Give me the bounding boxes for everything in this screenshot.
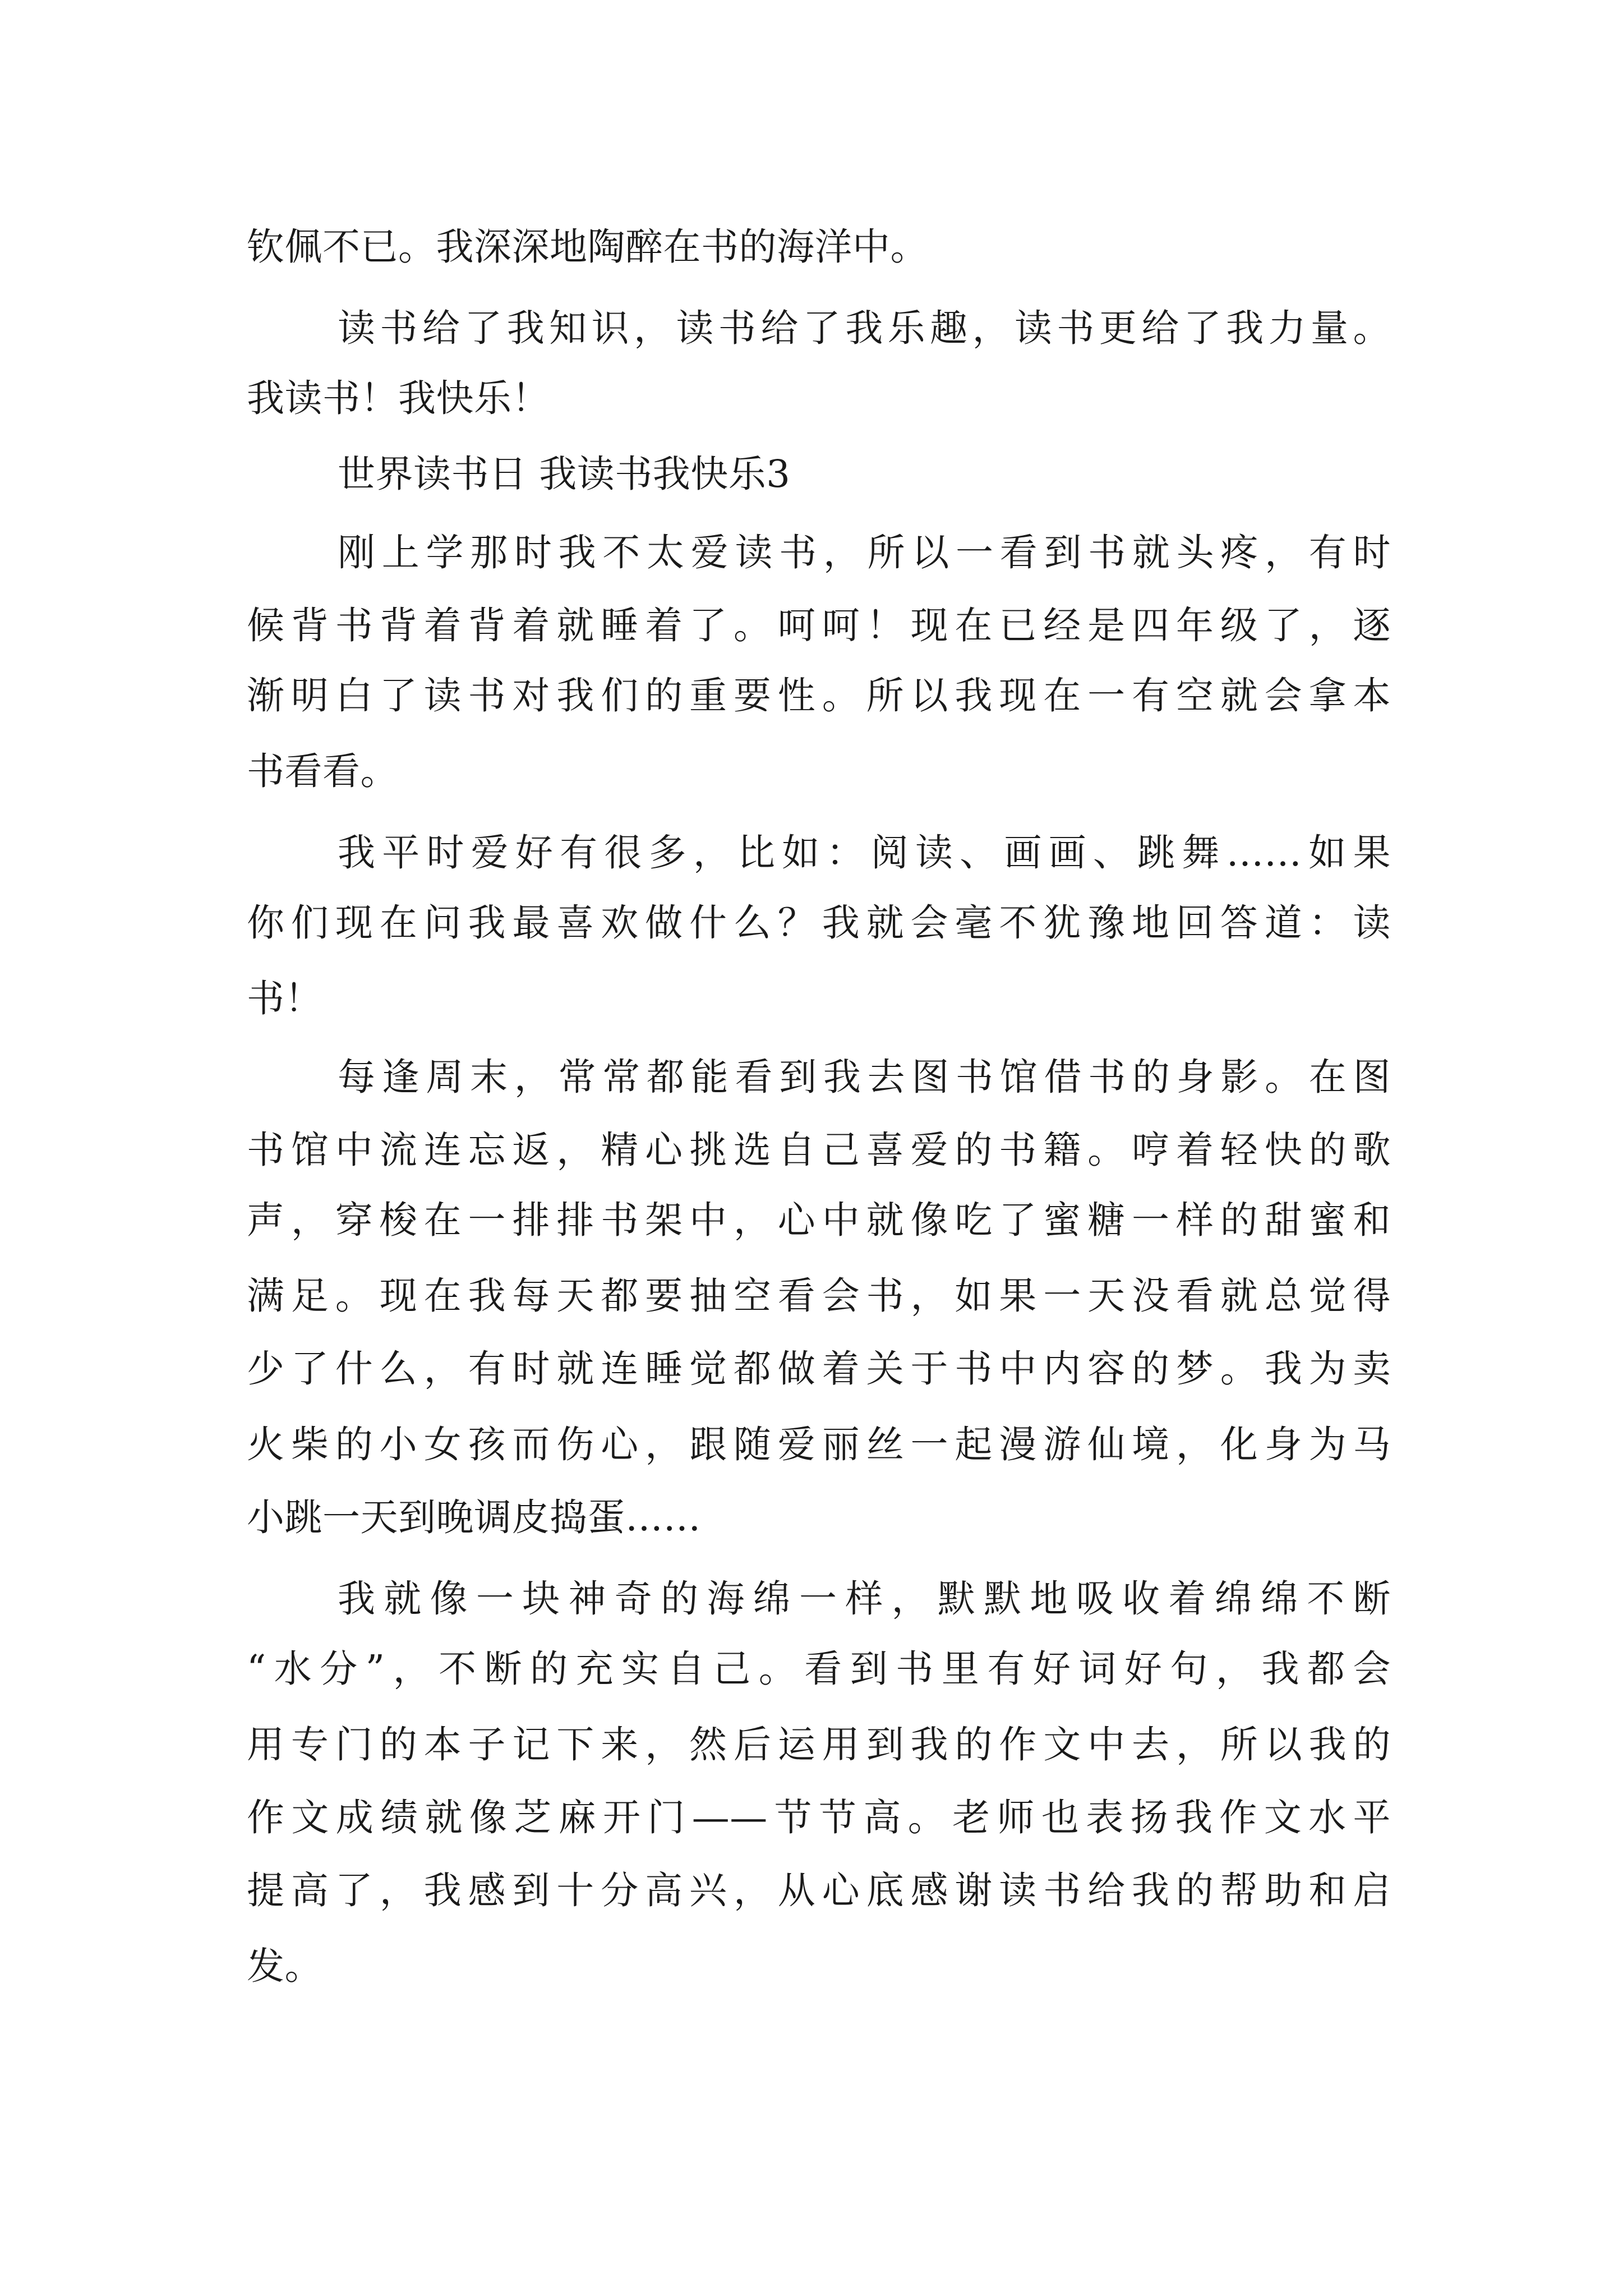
- text-line: 渐明白了读书对我们的重要性。所以我现在一有空就会拿本: [247, 674, 1391, 717]
- text-line: 提高了，我感到十分高兴，从心底感谢读书给我的帮助和启: [247, 1869, 1391, 1912]
- text-line: 每逢周末，常常都能看到我去图书馆借书的身影。在图: [338, 1055, 1391, 1099]
- section-heading: 世界读书日 我读书我快乐3: [338, 452, 791, 496]
- text-line: 发。: [247, 1944, 322, 1988]
- text-line: 作文成绩就像芝麻开门——节节高。老师也表扬我作文水平: [247, 1796, 1391, 1839]
- text-line: 书！: [247, 977, 322, 1020]
- text-line: 少了什么，有时就连睡觉都做着关于书中内容的梦。我为卖: [247, 1347, 1391, 1391]
- text-line: 你们现在问我最喜欢做什么？我就会毫不犹豫地回答道：读: [247, 901, 1391, 945]
- text-line: 用专门的本子记下来，然后运用到我的作文中去，所以我的: [247, 1723, 1391, 1766]
- text-line: 小跳一天到晚调皮捣蛋……: [247, 1496, 701, 1539]
- text-line: 我读书！我快乐！: [247, 376, 550, 420]
- text-line: 读书给了我知识，读书给了我乐趣，读书更给了我力量。: [338, 306, 1391, 350]
- text-line: 声，穿梭在一排排书架中，心中就像吃了蜜糖一样的甜蜜和: [247, 1198, 1391, 1242]
- text-line: 钦佩不已。我深深地陶醉在书的海洋中。: [247, 225, 928, 269]
- text-line: 书看看。: [247, 749, 398, 793]
- text-line: 火柴的小女孩而伤心，跟随爱丽丝一起漫游仙境，化身为马: [247, 1423, 1391, 1466]
- text-line: 刚上学那时我不太爱读书，所以一看到书就头疼，有时: [338, 531, 1391, 574]
- text-line: 候背书背着背着就睡着了。呵呵！现在已经是四年级了，逐: [247, 604, 1391, 647]
- text-line: 我就像一块神奇的海绵一样，默默地吸收着绵绵不断: [338, 1577, 1391, 1621]
- text-line: 我平时爱好有很多，比如：阅读、画画、跳舞……如果: [338, 831, 1391, 875]
- text-line: 书馆中流连忘返，精心挑选自己喜爱的书籍。哼着轻快的歌: [247, 1128, 1391, 1172]
- text-line: “水分”，不断的充实自己。看到书里有好词好句，我都会: [247, 1647, 1391, 1691]
- text-line: 满足。现在我每天都要抽空看会书，如果一天没看就总觉得: [247, 1274, 1391, 1318]
